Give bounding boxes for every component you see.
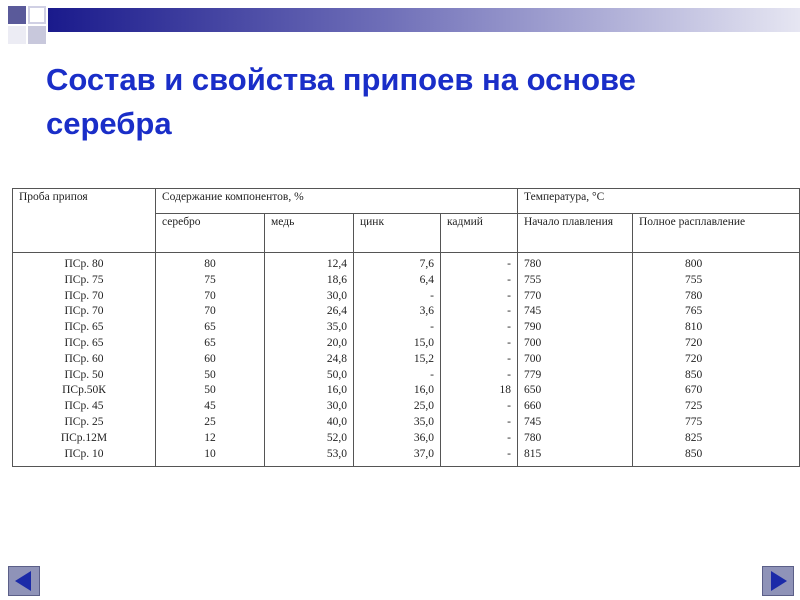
cadmium-cell: - [507, 447, 511, 460]
melt-start-cell: 780 [524, 431, 542, 444]
melt-start-cell: 770 [524, 289, 542, 302]
cadmium-cell: 18 [499, 384, 511, 397]
melt-start-cell: 745 [524, 305, 542, 318]
cadmium-cell: - [507, 336, 511, 349]
grade-cell: ПСр. 75 [64, 273, 104, 286]
zinc-cell: 3,6 [419, 305, 434, 318]
grade-column [13, 253, 156, 467]
zinc-cell: 7,6 [419, 258, 434, 270]
melt-full-cell: 800 [685, 258, 703, 270]
melt-start-cell: 815 [524, 447, 542, 460]
cadmium-cell: - [507, 352, 511, 365]
grade-cell: ПСр. 80 [64, 258, 104, 270]
decor-square [8, 6, 26, 24]
melt-full-cell: 725 [685, 400, 703, 413]
decor-square [28, 6, 46, 24]
cadmium-cell: - [507, 273, 511, 286]
melt-full-column [633, 253, 800, 467]
decorative-header-band [0, 0, 800, 48]
copper-cell: 12,4 [326, 258, 347, 270]
decor-square [8, 26, 26, 44]
header-silver: серебро [156, 214, 265, 253]
copper-cell: 30,0 [326, 289, 347, 302]
silver-cell: 70 [204, 289, 216, 302]
melt-start-cell: 700 [524, 352, 542, 365]
zinc-cell: 16,0 [413, 384, 434, 397]
zinc-cell: 15,0 [413, 336, 434, 349]
decor-gradient-bar [48, 8, 800, 32]
cadmium-cell: - [507, 321, 511, 334]
cadmium-cell: - [507, 400, 511, 413]
melt-start-cell: 650 [524, 384, 542, 397]
melt-start-column [518, 253, 633, 467]
copper-cell: 16,0 [326, 384, 347, 397]
silver-cell: 12 [204, 431, 216, 444]
solder-composition-table [12, 188, 800, 467]
copper-cell: 40,0 [326, 415, 347, 428]
slide-title: Состав и свойства припоев на основе серебра [46, 62, 636, 141]
table-header-row [13, 189, 800, 214]
header-melt-full: Полное расплавление [633, 214, 800, 253]
cadmium-cell: - [507, 368, 511, 381]
header-copper: медь [265, 214, 354, 253]
grade-cell: ПСр. 50 [64, 368, 104, 381]
copper-cell: 50,0 [326, 368, 347, 381]
copper-column [265, 253, 354, 467]
melt-start-cell: 660 [524, 400, 542, 413]
copper-cell: 35,0 [326, 321, 347, 334]
melt-full-cell: 720 [685, 336, 703, 349]
copper-cell: 52,0 [326, 431, 347, 444]
melt-full-cell: 720 [685, 352, 703, 365]
silver-cell: 65 [204, 336, 216, 349]
melt-start-cell: 790 [524, 321, 542, 334]
grade-cell: ПСр.50К [62, 384, 106, 397]
triangle-left-icon [15, 571, 31, 591]
copper-cell: 26,4 [326, 305, 347, 318]
silver-cell: 45 [204, 400, 216, 413]
copper-cell: 53,0 [326, 447, 347, 460]
grade-cell: ПСр. 65 [64, 336, 104, 349]
melt-start-cell: 780 [524, 258, 542, 270]
header-composition: Содержание компонентов, % [156, 189, 518, 214]
cadmium-cell: - [507, 258, 511, 270]
silver-column [156, 253, 265, 467]
table-body-row [13, 253, 800, 467]
grade-cell: ПСр. 25 [64, 415, 104, 428]
melt-start-cell: 700 [524, 336, 542, 349]
decor-square [28, 26, 46, 44]
copper-cell: 24,8 [326, 352, 347, 365]
melt-full-cell: 765 [685, 305, 703, 318]
zinc-cell: 6,4 [419, 273, 434, 286]
copper-cell: 18,6 [326, 273, 347, 286]
silver-cell: 25 [204, 415, 216, 428]
silver-cell: 75 [204, 273, 216, 286]
melt-full-cell: 780 [685, 289, 703, 302]
silver-cell: 10 [204, 447, 216, 460]
cadmium-cell: - [507, 415, 511, 428]
header-zinc: цинк [354, 214, 441, 253]
zinc-cell: 35,0 [413, 415, 434, 428]
copper-cell: 30,0 [326, 400, 347, 413]
next-slide-button[interactable] [762, 566, 794, 596]
melt-start-cell: 755 [524, 273, 542, 286]
header-grade: Проба припоя [13, 189, 156, 253]
grade-cell: ПСр. 10 [64, 447, 104, 460]
silver-cell: 50 [204, 384, 216, 397]
grade-cell: ПСр.12М [60, 431, 108, 444]
cadmium-cell: - [507, 431, 511, 444]
melt-full-cell: 755 [685, 273, 703, 286]
header-temperature: Температура, °С [518, 189, 800, 214]
melt-full-cell: 810 [685, 321, 703, 334]
zinc-cell: - [430, 368, 434, 381]
zinc-column [354, 253, 441, 467]
melt-full-cell: 775 [685, 415, 703, 428]
previous-slide-button[interactable] [8, 566, 40, 596]
triangle-right-icon [771, 571, 787, 591]
header-cadmium: кадмий [441, 214, 518, 253]
melt-start-cell: 745 [524, 415, 542, 428]
zinc-cell: 25,0 [413, 400, 434, 413]
cadmium-column [441, 253, 518, 467]
zinc-cell: 15,2 [413, 352, 434, 365]
zinc-cell: - [430, 321, 434, 334]
melt-full-cell: 825 [685, 431, 703, 444]
melt-full-cell: 850 [685, 447, 703, 460]
grade-cell: ПСр. 60 [64, 352, 104, 365]
header-melt-start: Начало плавления [518, 214, 633, 253]
grade-cell: ПСр. 65 [64, 321, 104, 334]
zinc-cell: 37,0 [413, 447, 434, 460]
silver-cell: 70 [204, 305, 216, 318]
zinc-cell: - [430, 289, 434, 302]
copper-cell: 20,0 [326, 336, 347, 349]
grade-cell: ПСр. 70 [64, 305, 104, 318]
silver-cell: 65 [204, 321, 216, 334]
silver-cell: 80 [204, 258, 216, 270]
silver-cell: 50 [204, 368, 216, 381]
zinc-cell: 36,0 [413, 431, 434, 444]
cadmium-cell: - [507, 289, 511, 302]
melt-full-cell: 670 [685, 384, 703, 397]
melt-start-cell: 779 [524, 368, 542, 381]
grade-cell: ПСр. 45 [64, 400, 104, 413]
melt-full-cell: 850 [685, 368, 703, 381]
cadmium-cell: - [507, 305, 511, 318]
grade-cell: ПСр. 70 [64, 289, 104, 302]
silver-cell: 60 [204, 352, 216, 365]
